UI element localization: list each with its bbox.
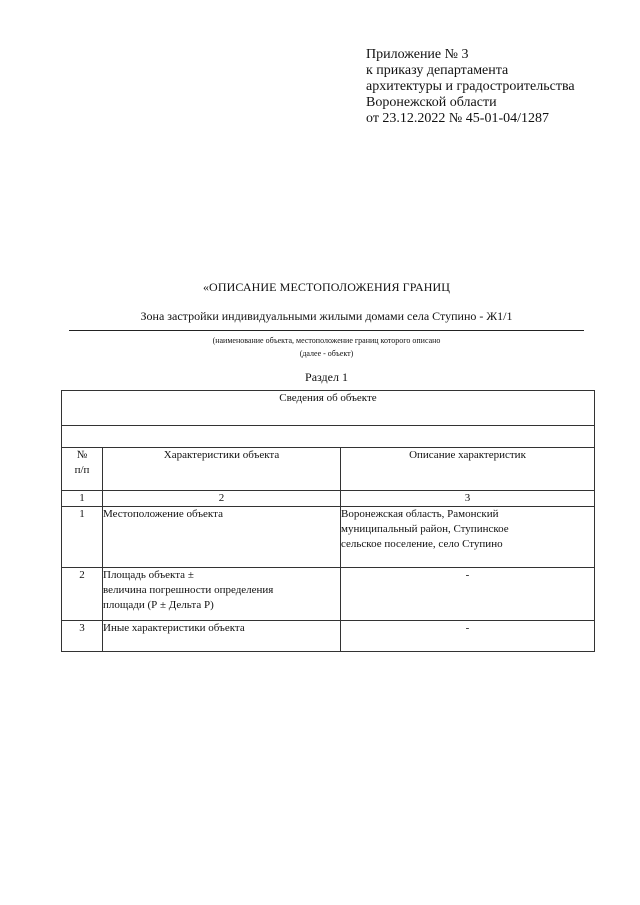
- object-name-underline: [69, 330, 584, 331]
- appendix-line: Приложение № 3: [366, 47, 469, 62]
- object-name: Зона застройки индивидуальными жилыми домами села Ступино - Ж1/1: [140, 309, 513, 323]
- row-description: [341, 507, 595, 568]
- row-number: 1: [62, 507, 103, 568]
- column-header-num: [62, 448, 103, 491]
- object-name-caption: (наименование объекта, местоположение границ которого описано: [212, 336, 441, 345]
- row-characteristic: [103, 568, 341, 621]
- column-header-description: Описание характеристик: [341, 448, 595, 491]
- table-column-headers: [62, 448, 595, 491]
- column-header-num-line: п/п: [74, 464, 90, 476]
- table-row: [62, 621, 595, 652]
- column-header-characteristic: Характеристики объекта: [103, 448, 341, 491]
- table-row: [62, 507, 595, 568]
- table-row: [62, 568, 595, 621]
- empty-cell: [62, 426, 595, 448]
- row-characteristic: Местоположение объекта: [103, 507, 341, 568]
- row-description-line: сельское поселение, село Ступино: [341, 538, 503, 550]
- row-number: 3: [62, 621, 103, 652]
- column-number: 2: [103, 491, 341, 507]
- row-characteristic-line: площади (Р ± Дельта Р): [103, 599, 214, 611]
- column-number: 3: [341, 491, 595, 507]
- appendix-block: [366, 47, 616, 127]
- row-description: -: [341, 621, 595, 652]
- table-header-row: [62, 391, 595, 426]
- column-numbers-row: [62, 491, 595, 507]
- row-description: -: [341, 568, 595, 621]
- row-description-line: Воронежская область, Рамонский: [341, 508, 499, 520]
- table-header: Сведения об объекте: [62, 391, 595, 426]
- section-label: Раздел 1: [305, 370, 348, 384]
- row-characteristic: Иные характеристики объекта: [103, 621, 341, 652]
- column-header-num-line: №: [76, 449, 88, 461]
- row-number: 2: [62, 568, 103, 621]
- appendix-line: архитектуры и градостроительства: [366, 79, 575, 94]
- column-number: 1: [62, 491, 103, 507]
- row-description-line: муниципальный район, Ступинское: [341, 523, 509, 535]
- document-title: «ОПИСАНИЕ МЕСТОПОЛОЖЕНИЯ ГРАНИЦ: [202, 280, 451, 294]
- appendix-line: от 23.12.2022 № 45-01-04/1287: [366, 111, 550, 126]
- row-characteristic-line: величина погрешности определения: [103, 584, 274, 596]
- appendix-line: Воронежской области: [366, 95, 497, 110]
- row-characteristic-line: Площадь объекта ±: [103, 569, 194, 581]
- appendix-line: к приказу департамента: [366, 63, 509, 78]
- object-info-table: [61, 390, 595, 652]
- table-empty-row: [62, 426, 595, 448]
- object-name-caption: (далее - объект): [299, 349, 354, 358]
